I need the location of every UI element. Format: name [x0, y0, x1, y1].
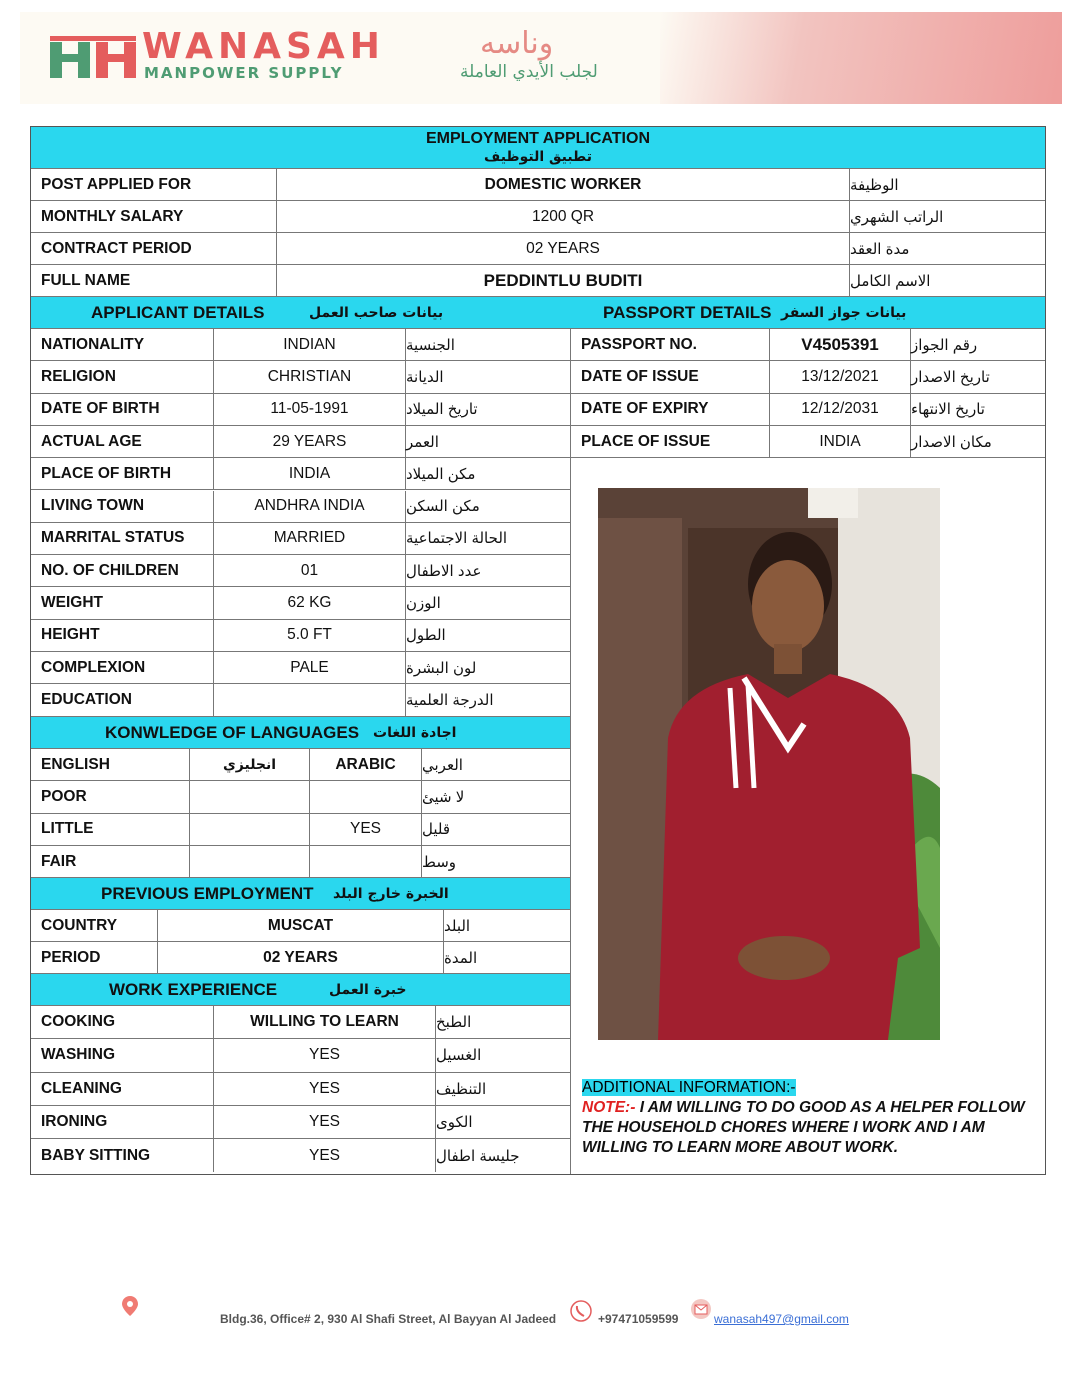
work-label: IRONING — [31, 1106, 214, 1139]
applicant-value: 11-05-1991 — [214, 394, 406, 426]
footer-address: Bldg.36, Office# 2, 930 Al Shafi Street, Al Bayyan Al Jadeed — [220, 1312, 557, 1326]
language-col-arabic: ARABIC — [310, 749, 422, 781]
work-label-arabic: التنظيف — [436, 1073, 571, 1106]
applicant-label: COMPLEXION — [31, 652, 214, 684]
previous-employment-header-label-arabic: الخبرة خارج البلد — [333, 885, 449, 902]
passport-value: V4505391 — [770, 329, 911, 361]
applicant-label-arabic: الوزن — [406, 587, 571, 619]
applicant-details-header — [31, 297, 571, 329]
top-row-value: PEDDINTLU BUDITI — [277, 265, 850, 297]
additional-information — [582, 1078, 1042, 1158]
passport-value: 13/12/2021 — [770, 361, 911, 393]
applicant-value: CHRISTIAN — [214, 361, 406, 393]
applicant-label-arabic: عدد الاطفال — [406, 555, 571, 587]
previous-employment-header-label: PREVIOUS EMPLOYMENT — [101, 883, 314, 903]
language-col-arabic — [310, 846, 422, 878]
passport-label: PASSPORT NO. — [571, 329, 770, 361]
applicant-label: LIVING TOWN — [31, 491, 214, 523]
applicant-label: RELIGION — [31, 361, 214, 393]
passport-value: 12/12/2031 — [770, 394, 911, 426]
top-row-label: POST APPLIED FOR — [31, 169, 277, 201]
form-title: EMPLOYMENT APPLICATION — [426, 130, 650, 147]
work-value: YES — [214, 1106, 436, 1139]
applicant-value: 29 YEARS — [214, 426, 406, 458]
applicant-label-arabic: الديانة — [406, 361, 571, 393]
language-label: POOR — [31, 781, 190, 813]
applicant-details-header-label-arabic: بيانات صاحب العمل — [309, 304, 444, 321]
passport-label-arabic: رقم الجواز — [911, 329, 1045, 361]
work-label-arabic: جليسة اطفال — [436, 1139, 571, 1172]
work-label: WASHING — [31, 1039, 214, 1072]
languages-header — [31, 717, 571, 749]
applicant-label-arabic: الدرجة العلمية — [406, 684, 571, 716]
work-label-arabic: الغسيل — [436, 1039, 571, 1072]
form-title-bar — [31, 127, 1045, 169]
work-label-arabic: الطبخ — [436, 1006, 571, 1039]
brand-subtitle-arabic: لجلب الأيدي العاملة — [460, 62, 598, 82]
top-row-label-arabic: الاسم الكامل — [850, 265, 1045, 297]
top-row-value: 02 YEARS — [277, 233, 850, 265]
top-row-label: FULL NAME — [31, 265, 277, 297]
language-col-arabic — [310, 781, 422, 813]
work-value: YES — [214, 1139, 436, 1172]
email-icon — [690, 1298, 712, 1320]
applicant-label: PLACE OF BIRTH — [31, 458, 214, 490]
languages-header-label-arabic: اجادة اللغات — [373, 724, 457, 741]
passport-details-header-label-arabic: بيانات جواز السفر — [781, 304, 907, 321]
passport-label: DATE OF EXPIRY — [571, 394, 770, 426]
work-experience-header-label: WORK EXPERIENCE — [109, 979, 278, 999]
phone-icon — [570, 1300, 592, 1322]
footer-phone: +97471059599 — [598, 1312, 679, 1326]
applicant-value: MARRIED — [214, 523, 406, 555]
top-row-label: MONTHLY SALARY — [31, 201, 277, 233]
language-col-english: انجليزي — [190, 749, 310, 781]
top-row-value: DOMESTIC WORKER — [277, 169, 850, 201]
language-label-arabic: العربي — [422, 749, 571, 781]
company-logo — [50, 36, 136, 78]
brand-name-arabic: وناسه — [480, 26, 554, 61]
language-label: FAIR — [31, 846, 190, 878]
applicant-label-arabic: لون البشرة — [406, 652, 571, 684]
top-row-value: 1200 QR — [277, 201, 850, 233]
previous-value: 02 YEARS — [158, 942, 444, 974]
applicant-value: 62 KG — [214, 587, 406, 619]
top-row-label-arabic: الوظيفة — [850, 169, 1045, 201]
applicant-details-header-label: APPLICANT DETAILS — [91, 302, 265, 322]
note-label: NOTE:- — [582, 1099, 636, 1116]
applicant-label-arabic: الجنسية — [406, 329, 571, 361]
passport-value: INDIA — [770, 426, 911, 458]
work-experience-header-label-arabic: خبرة العمل — [329, 981, 407, 998]
note-text: I AM WILLING TO DO GOOD AS A HELPER FOLLOW THE HOUSEHOLD CHORES WHERE I WORK AND I AM WILLING TO LEARN MORE ABOUT WORK. — [582, 1099, 1025, 1156]
applicant-value — [214, 684, 406, 716]
passport-label-arabic: مكان الاصدار — [911, 426, 1045, 458]
language-col-english — [190, 781, 310, 813]
top-row-label: CONTRACT PERIOD — [31, 233, 277, 265]
passport-label-arabic: تاريخ الاصدار — [911, 361, 1045, 393]
work-experience-header — [31, 974, 571, 1006]
top-row-label-arabic: مدة العقد — [850, 233, 1045, 265]
applicant-label-arabic: مكن الميلاد — [406, 458, 571, 490]
applicant-label: NATIONALITY — [31, 329, 214, 361]
passport-label: DATE OF ISSUE — [571, 361, 770, 393]
language-col-arabic: YES — [310, 814, 422, 846]
work-value: YES — [214, 1073, 436, 1106]
work-value: WILLING TO LEARN — [214, 1006, 436, 1039]
applicant-label: HEIGHT — [31, 620, 214, 652]
languages-header-label: KONWLEDGE OF LANGUAGES — [105, 722, 360, 742]
right-column-divider — [570, 461, 571, 1174]
applicant-label-arabic: الطول — [406, 620, 571, 652]
applicant-value: 5.0 FT — [214, 620, 406, 652]
work-label: BABY SITTING — [31, 1139, 214, 1172]
applicant-label: WEIGHT — [31, 587, 214, 619]
banner-decoration — [660, 12, 1062, 104]
previous-label-arabic: البلد — [444, 910, 571, 942]
brand-name: WANASAH — [142, 26, 385, 67]
work-value: YES — [214, 1039, 436, 1072]
work-label-arabic: الكوى — [436, 1106, 571, 1139]
work-label: COOKING — [31, 1006, 214, 1039]
footer-email-link[interactable]: wanasah497@gmail.com — [714, 1312, 849, 1326]
applicant-label-arabic: تاريخ الميلاد — [406, 394, 571, 426]
language-label: ENGLISH — [31, 749, 190, 781]
previous-label-arabic: المدة — [444, 942, 571, 974]
applicant-label: ACTUAL AGE — [31, 426, 214, 458]
applicant-label: NO. OF CHILDREN — [31, 555, 214, 587]
language-label-arabic: وسط — [422, 846, 571, 878]
passport-label-arabic: تاريخ الانتهاء — [911, 394, 1045, 426]
previous-label: PERIOD — [31, 942, 158, 974]
applicant-label: EDUCATION — [31, 684, 214, 716]
previous-label: COUNTRY — [31, 910, 158, 942]
brand-subtitle: MANPOWER SUPPLY — [144, 64, 344, 82]
applicant-label-arabic: مكن السكن — [406, 491, 571, 523]
applicant-photo — [598, 488, 940, 1040]
footer — [0, 1296, 1080, 1336]
applicant-label-arabic: العمر — [406, 426, 571, 458]
additional-information-title: ADDITIONAL INFORMATION:- — [582, 1079, 796, 1096]
letterhead — [20, 12, 1062, 104]
language-label-arabic: قليل — [422, 814, 571, 846]
language-col-english — [190, 814, 310, 846]
applicant-value: 01 — [214, 555, 406, 587]
passport-details-header — [571, 297, 1045, 329]
form-title-arabic: تطبيق التوظيف — [484, 149, 592, 165]
applicant-value: INDIA — [214, 458, 406, 490]
language-label-arabic: لا شيئ — [422, 781, 571, 813]
language-label: LITTLE — [31, 814, 190, 846]
applicant-label: MARRITAL STATUS — [31, 523, 214, 555]
language-col-english — [190, 846, 310, 878]
applicant-label: DATE OF BIRTH — [31, 394, 214, 426]
previous-employment-header — [31, 878, 571, 910]
passport-details-header-label: PASSPORT DETAILS — [603, 302, 772, 322]
applicant-label-arabic: الحالة الاجتماعية — [406, 523, 571, 555]
previous-value: MUSCAT — [158, 910, 444, 942]
work-label: CLEANING — [31, 1073, 214, 1106]
applicant-value: PALE — [214, 652, 406, 684]
location-pin-icon — [122, 1296, 138, 1316]
applicant-value: ANDHRA INDIA — [214, 491, 406, 523]
top-row-label-arabic: الراتب الشهري — [850, 201, 1045, 233]
applicant-value: INDIAN — [214, 329, 406, 361]
passport-label: PLACE OF ISSUE — [571, 426, 770, 458]
